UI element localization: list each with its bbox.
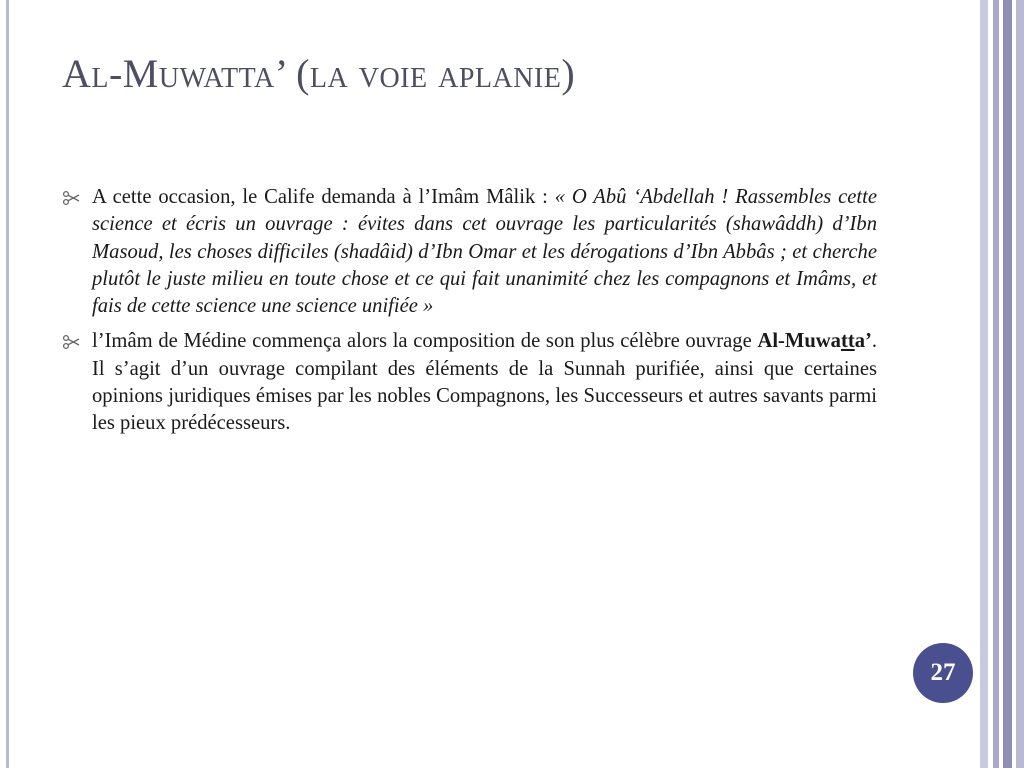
bullet-item <box>62 328 877 437</box>
right-decorative-stripes <box>976 0 1024 768</box>
title-subtitle: (la voie aplanie) <box>296 51 576 96</box>
slide-body <box>62 184 877 446</box>
scissors-icon <box>62 334 80 350</box>
bullet-text: A cette occasion, le Calife demanda à l’Imâm Mâlik : <box>92 186 555 208</box>
title-name: Al-Muwatta’ <box>62 51 297 96</box>
bullet-text: l’Imâm de Médine commença alors la composition de son plus célèbre ouvrage <box>92 330 758 353</box>
bullet-text-continued: . Il s’agit d’un ouvrage compilant des éléments de la Sunnah purifiée, ainsi que certaines opinions juridiques émises par les nobles Compagnons, les Successeurs et autres savants parmi les pieux prédécesseurs. <box>92 330 877 435</box>
page-number-badge: 27 <box>913 643 973 703</box>
book-title: Al-Muwatta’ <box>757 330 872 353</box>
slide-title <box>62 52 575 96</box>
bullet-item <box>62 184 877 320</box>
scissors-icon <box>62 190 80 206</box>
bullet-quote: « O Abû ‘Abdellah ! Rassembles cette science et écris un ouvrage : évites dans cet ouvrage les particularités (shawâddh) d’Ibn Masoud, les choses difficiles (shadâid) d’Ibn Omar et les dérogations d’Ibn Abbâs ; et cherche plutôt le juste milieu en toute chose et ce qui fait unanimité chez les compagnons et Imâms, et fais de cette science une science unifiée » <box>92 186 877 318</box>
left-border-line <box>6 0 9 768</box>
